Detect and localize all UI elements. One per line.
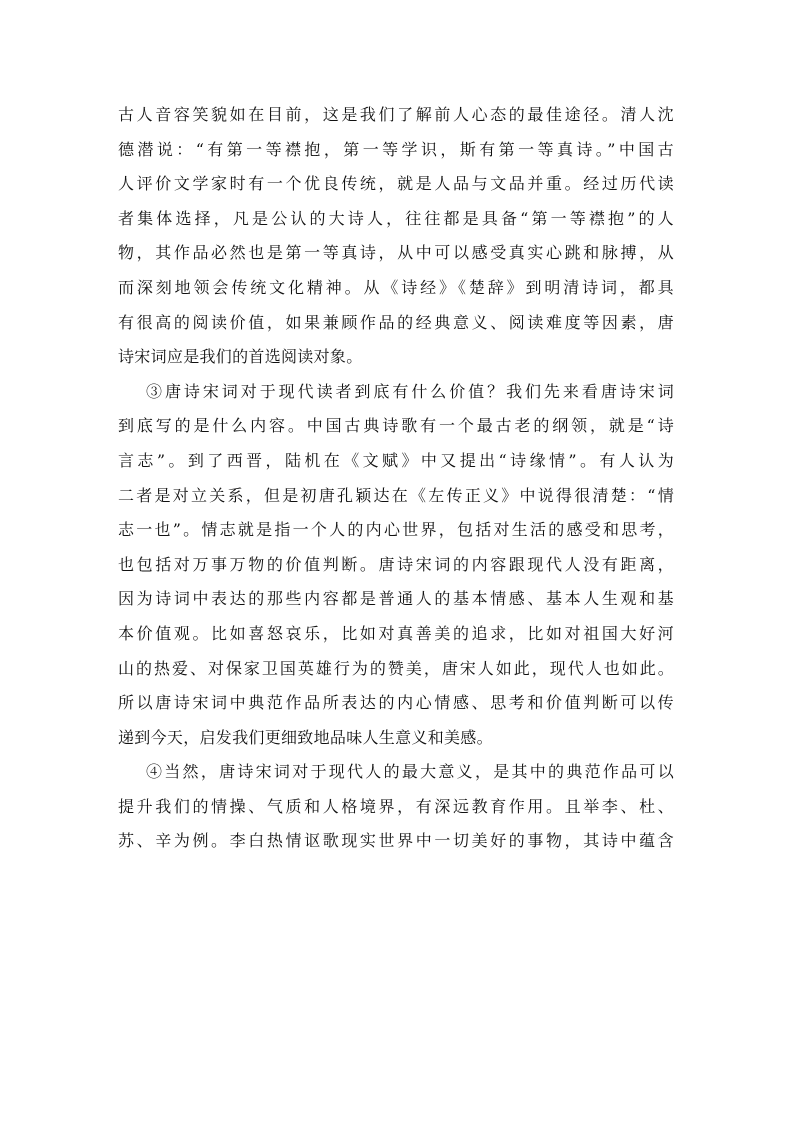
text-line: 者集体选择，凡是公认的大诗人，往往都是具备“第一等襟抱”的人 bbox=[118, 208, 674, 228]
text-line: 所以唐诗宋词中典范作品所表达的内心情感、思考和价值判断可以传 bbox=[118, 693, 674, 713]
text-line: ④当然，唐诗宋词对于现代人的最大意义，是其中的典范作品可以 bbox=[146, 762, 674, 782]
text-line: 古人音容笑貌如在目前，这是我们了解前人心态的最佳途径。清人沈 bbox=[118, 105, 674, 124]
text-line: 本价值观。比如喜怒哀乐，比如对真善美的追求，比如对祖国大好河 bbox=[118, 623, 674, 643]
text-line: 而深刻地领会传统文化精神。从《诗经》《楚辞》到明清诗词，都具 bbox=[118, 277, 674, 297]
text-line: 到底写的是什么内容。中国古典诗歌有一个最古老的纲领，就是“诗 bbox=[118, 416, 674, 436]
text-line: 人评价文学家时有一个优良传统，就是人品与文品并重。经过历代读 bbox=[118, 174, 674, 194]
text-line: 德潜说：“有第一等襟抱，第一等学识，斯有第一等真诗。”中国古 bbox=[118, 139, 674, 159]
text-line: 山的热爱、对保家卫国英雄行为的赞美，唐宋人如此，现代人也如此。 bbox=[118, 658, 674, 678]
text-line: 志一也”。情志就是指一个人的内心世界，包括对生活的感受和思考， bbox=[118, 520, 674, 540]
document-page bbox=[118, 98, 674, 859]
text-line: 递到今天，启发我们更细致地品味人生意义和美感。 bbox=[118, 727, 493, 747]
paragraph-3 bbox=[118, 375, 674, 756]
text-line: 言志”。到了西晋，陆机在《文赋》中又提出“诗缘情”。有人认为 bbox=[118, 450, 674, 470]
text-line: 苏、辛为例。李白热情讴歌现实世界中一切美好的事物，其诗中蕴含 bbox=[118, 831, 674, 851]
paragraph-4 bbox=[118, 755, 674, 859]
text-line: 也包括对万事万物的价值判断。唐诗宋词的内容跟现代人没有距离， bbox=[118, 554, 674, 574]
text-line: 有很高的阅读价值，如果兼顾作品的经典意义、阅读难度等因素，唐 bbox=[118, 312, 674, 332]
text-line: 因为诗词中表达的那些内容都是普通人的基本情感、基本人生观和基 bbox=[118, 589, 674, 609]
text-line: ③唐诗宋词对于现代读者到底有什么价值？我们先来看唐诗宋词 bbox=[146, 381, 674, 401]
text-line: 物，其作品必然也是第一等真诗，从中可以感受真实心跳和脉搏，从 bbox=[118, 243, 674, 263]
text-line: 提升我们的情操、气质和人格境界，有深远教育作用。且举李、杜、 bbox=[118, 796, 674, 816]
text-line: 诗宋词应是我们的首选阅读对象。 bbox=[118, 347, 363, 367]
paragraph-continued bbox=[118, 98, 674, 375]
text-line: 二者是对立关系，但是初唐孔颖达在《左传正义》中说得很清楚：“情 bbox=[118, 485, 674, 505]
